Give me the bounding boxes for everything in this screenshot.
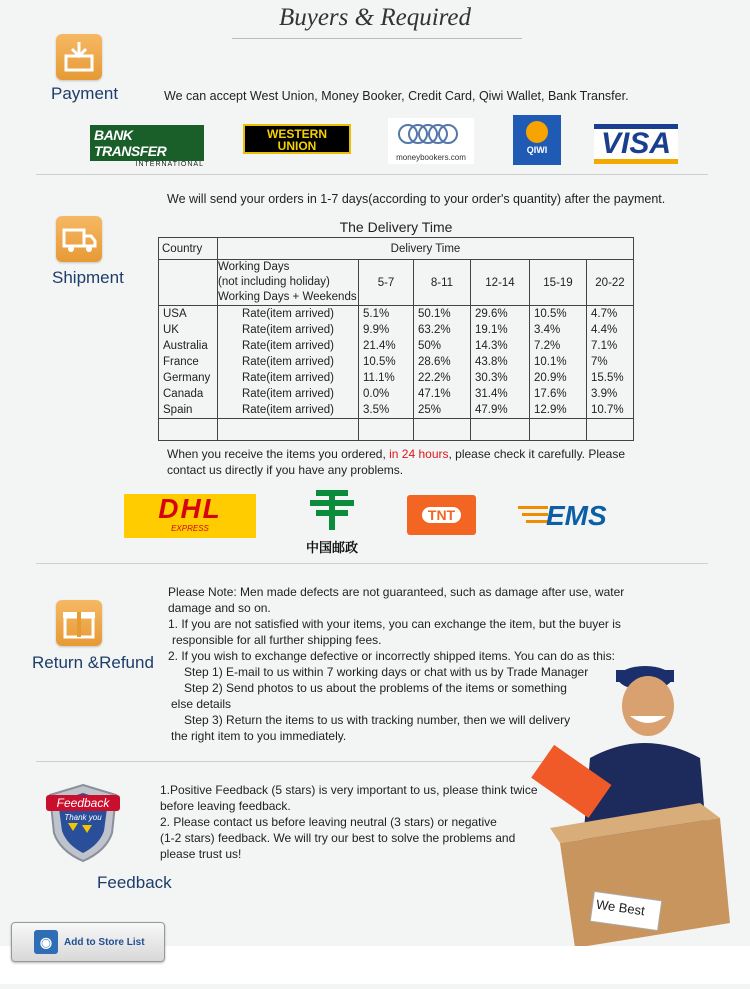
header-col-20-22: 20-22 [587,260,634,306]
country-cell: Australia [159,338,218,354]
rate-value-cell: 12.9% [530,402,587,419]
bank-transfer-logo: BANK TRANSFER INTERNATIONAL [90,125,204,157]
rate-value-cell: 7.2% [530,338,587,354]
rate-label-cell: Rate(item arrived) [218,402,359,419]
rate-value-cell: 9.9% [359,322,414,338]
rate-value-cell: 0.0% [359,386,414,402]
rate-value-cell: 21.4% [359,338,414,354]
country-cell: UK [159,322,218,338]
rate-label-cell: Rate(item arrived) [218,386,359,402]
feedback-text: 1.Positive Feedback (5 stars) is very important to us, please think twice before leaving feedback. 2. Please contact us before leaving neutral (3 stars) or negative (1-2 stars) feedback. We will try our best to solve the problems and please trust us! [160,783,538,861]
country-cell: USA [159,306,218,323]
table-row [159,354,634,370]
add-to-store-list-button[interactable]: ◉ Add to Store List [11,922,165,962]
moneybookers-circles-icon [388,118,474,148]
rate-value-cell: 29.6% [471,306,530,323]
rate-value-cell: 4.4% [587,322,634,338]
moneybookers-logo: moneybookers.com [388,118,474,164]
rate-value-cell: 10.7% [587,402,634,419]
shipment-intro: We will send your orders in 1-7 days(according to your order's quantity) after the payment. [167,192,666,206]
china-post-logo: 中国邮政 [292,486,372,556]
box-label: We Best [595,896,646,919]
header-working-days: Working Days (not including holiday) Working Days + Weekends [218,260,359,306]
rate-value-cell: 7.1% [587,338,634,354]
return-text: Please Note: Men made defects are not guaranteed, such as damage after use, water damage and so on. 1. If you are not satisfied with your items, you can exchange the item, but the buyer is responsible for all further shipping fees. 2. If you wish to exchange defective or incorrectly shipped items. You can do as this: Step 1) E-mail to us within 7 working days or chat with us by Trade Manager Step 2) Send photos to us about the problems of the items or something else details Step 3) Return the items to us with tracking number, then we will delivery the right item to you immediately. [168,585,625,743]
receive-note: When you receive the items you ordered, in 24 hours, please check it carefully. Please contact us directly if you have any problems. [167,447,626,477]
rate-value-cell: 7% [587,354,634,370]
feedback-badge: Feedback Thank you [46,783,120,863]
header-col-12-14: 12-14 [471,260,530,306]
payment-icon [56,34,102,80]
visa-logo: VISA [594,124,678,164]
table-row [159,386,634,402]
delivery-table-title: The Delivery Time [339,219,453,235]
shipment-icon [56,216,102,262]
rate-value-cell: 17.6% [530,386,587,402]
china-post-emblem-icon [292,486,372,532]
payment-label: Payment [51,84,119,103]
rate-value-cell: 3.5% [359,402,414,419]
header-col-15-19: 15-19 [530,260,587,306]
divider [36,761,556,762]
rate-value-cell: 22.2% [414,370,471,386]
rate-label-cell: Rate(item arrived) [218,354,359,370]
table-row [159,322,634,338]
rate-value-cell: 43.8% [471,354,530,370]
highlight-24-hours: in 24 hours [389,447,449,461]
return-icon [56,600,102,646]
rate-value-cell: 3.4% [530,322,587,338]
rate-value-cell: 50% [414,338,471,354]
rate-value-cell: 25% [414,402,471,419]
header-delivery-time: Delivery Time [218,238,634,260]
rate-value-cell: 20.9% [530,370,587,386]
rate-value-cell: 11.1% [359,370,414,386]
rate-value-cell: 4.7% [587,306,634,323]
table-row [159,402,634,419]
header-country: Country [159,238,218,260]
rate-label-cell: Rate(item arrived) [218,338,359,354]
title-underline [232,38,522,39]
dhl-logo: DHL EXPRESS [124,494,256,538]
header-col-5-7: 5-7 [359,260,414,306]
delivery-table [158,237,634,441]
rate-value-cell: 10.1% [530,354,587,370]
rate-value-cell: 31.4% [471,386,530,402]
rss-icon: ◉ [34,930,58,954]
rate-value-cell: 47.9% [471,402,530,419]
rate-value-cell: 50.1% [414,306,471,323]
country-cell: France [159,354,218,370]
divider [36,174,708,175]
country-cell: Spain [159,402,218,419]
header-col-8-11: 8-11 [414,260,471,306]
country-cell: Germany [159,370,218,386]
rate-label-cell: Rate(item arrived) [218,370,359,386]
western-union-logo: WESTERN UNION [243,124,351,154]
table-row [159,306,634,323]
tnt-logo: TNT [407,495,476,535]
country-cell: Canada [159,386,218,402]
rate-value-cell: 15.5% [587,370,634,386]
rate-value-cell: 14.3% [471,338,530,354]
shipment-label: Shipment [52,268,124,287]
rate-value-cell: 3.9% [587,386,634,402]
table-row [159,338,634,354]
rate-label-cell: Rate(item arrived) [218,306,359,323]
feedback-label: Feedback [97,873,172,892]
rate-value-cell: 63.2% [414,322,471,338]
return-label: Return &Refund [32,653,154,672]
qiwi-coin-icon [526,121,548,143]
table-row [159,370,634,386]
rate-value-cell: 47.1% [414,386,471,402]
rate-value-cell: 19.1% [471,322,530,338]
divider [36,563,708,564]
rate-value-cell: 10.5% [359,354,414,370]
rate-value-cell: 5.1% [359,306,414,323]
rate-value-cell: 10.5% [530,306,587,323]
delivery-man-illustration [520,648,750,984]
ems-logo: EMS [518,500,614,536]
rate-value-cell: 28.6% [414,354,471,370]
page-title: Buyers & Required [278,4,472,31]
rate-label-cell: Rate(item arrived) [218,322,359,338]
payment-text: We can accept West Union, Money Booker, Credit Card, Qiwi Wallet, Bank Transfer. [164,89,629,103]
qiwi-logo: QIWI [513,115,561,165]
rate-value-cell: 30.3% [471,370,530,386]
